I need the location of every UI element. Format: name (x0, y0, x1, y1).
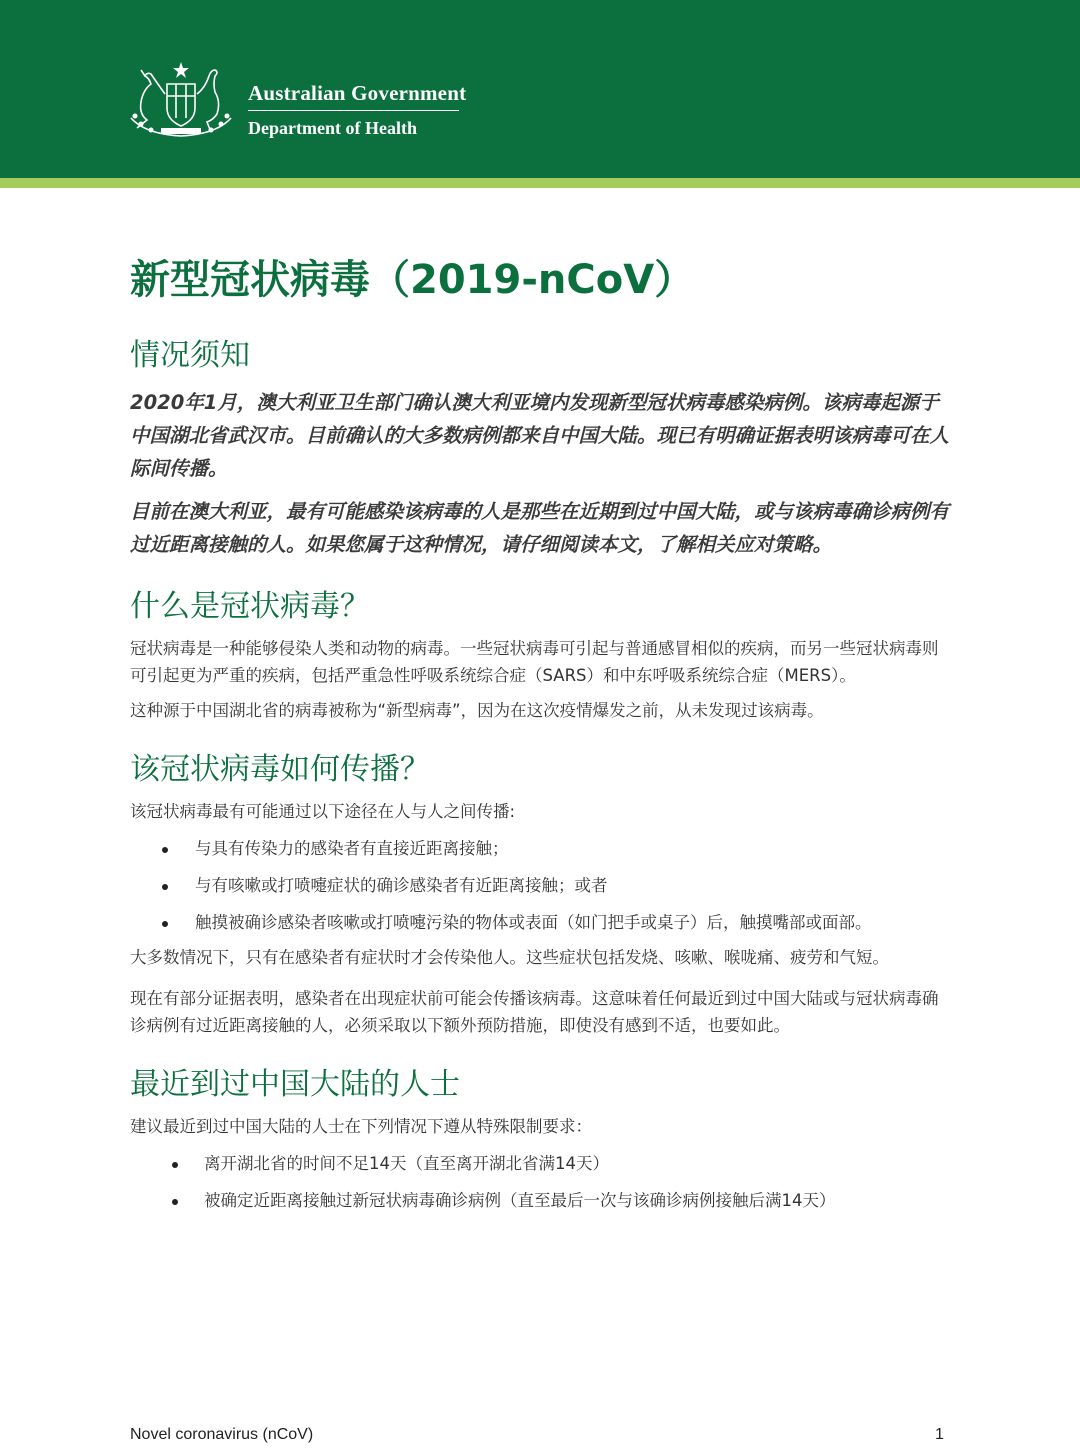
brand-department: Department of Health (248, 118, 417, 138)
document-body (130, 252, 952, 1214)
paragraph-what-is-1: 冠状病毒是一种能够侵染人类和动物的病毒。一些冠状病毒可引起与普通感冒相似的疾病，而另一些冠状病毒则可引起更为严重的疾病，包括严重急性呼吸系统综合症（SARS）和中东呼吸系统综合症（MERS）。 (130, 639, 939, 685)
bullet-icon (172, 1162, 178, 1168)
section-heading-what-is: 什么是冠状病毒？ (130, 589, 370, 624)
list-item (130, 872, 952, 899)
paragraph-travellers-intro: 建议最近到过中国大陆的人士在下列情况下遵从特殊限制要求： (130, 1117, 592, 1136)
list-item-text: 触摸被确诊感染者咳嗽或打喷嚏污染的物体或表面（如门把手或桌子）后，触摸嘴部或面部。 (195, 913, 872, 932)
footer-doc-title: Novel coronavirus (nCoV) (130, 1426, 314, 1443)
paragraph-spread-1: 大多数情况下，只有在感染者有症状时才会传染他人。这些症状包括发烧、咳嗽、喉咙痛、疲劳和气短。 (130, 948, 889, 967)
header-stripe (0, 178, 1080, 188)
spread-list (130, 835, 952, 936)
section-heading-spread: 该冠状病毒如何传播？ (130, 752, 430, 787)
section-heading-overview: 情况须知 (130, 338, 250, 373)
list-item-text: 离开湖北省的时间不足14天（直至离开湖北省满14天） (204, 1154, 609, 1173)
footer-page-number: 1 (935, 1426, 944, 1443)
travellers-list (130, 1150, 952, 1214)
brand-block (248, 80, 466, 140)
page-title: 新型冠状病毒（2019-nCoV） (130, 257, 695, 303)
lead-paragraph-1: 2020年1月，澳大利亚卫生部门确认澳大利亚境内发现新型冠状病毒感染病例。该病毒起源于中国湖北省武汉市。目前确认的大多数病例都来自中国大陆。现已有明确证据表明该病毒可在人际间传播。 (130, 391, 950, 480)
list-item (130, 835, 952, 862)
list-item (130, 1150, 952, 1177)
paragraph-spread-intro: 该冠状病毒最有可能通过以下途径在人与人之间传播: (130, 802, 516, 821)
list-item-text: 与有咳嗽或打喷嚏症状的确诊感染者有近距离接触；或者 (195, 876, 608, 895)
brand-government: Australian Government (248, 81, 467, 105)
lead-paragraph-2: 目前在澳大利亚，最有可能感染该病毒的人是那些在近期到过中国大陆，或与该病毒确诊病例有过近距离接触的人。如果您属于这种情况，请仔细阅读本文，了解相关应对策略。 (130, 500, 950, 556)
bullet-icon (162, 921, 168, 927)
section-heading-travellers: 最近到过中国大陆的人士 (130, 1067, 460, 1102)
bullet-icon (172, 1199, 178, 1205)
coat-of-arms-icon (125, 58, 237, 140)
paragraph-spread-2: 现在有部分证据表明，感染者在出现症状前可能会传播该病毒。这意味着任何最近到过中国大陆或与冠状病毒确诊病例有过近距离接触的人，必须采取以下额外预防措施，即使没有感到不适，也要如此。 (130, 989, 939, 1035)
bullet-icon (162, 884, 168, 890)
bullet-icon (162, 847, 168, 853)
list-item (130, 1187, 952, 1214)
list-item-text: 被确定近距离接触过新冠状病毒确诊病例（直至最后一次与该确诊病例接触后满14天） (204, 1191, 836, 1210)
header-banner (0, 0, 1080, 178)
list-item-text: 与具有传染力的感染者有直接近距离接触； (195, 839, 509, 858)
paragraph-what-is-2: 这种源于中国湖北省的病毒被称为“新型病毒”，因为在这次疫情爆发之前，从未发现过该病毒。 (130, 701, 824, 720)
brand-divider (248, 110, 459, 111)
list-item (130, 909, 952, 936)
